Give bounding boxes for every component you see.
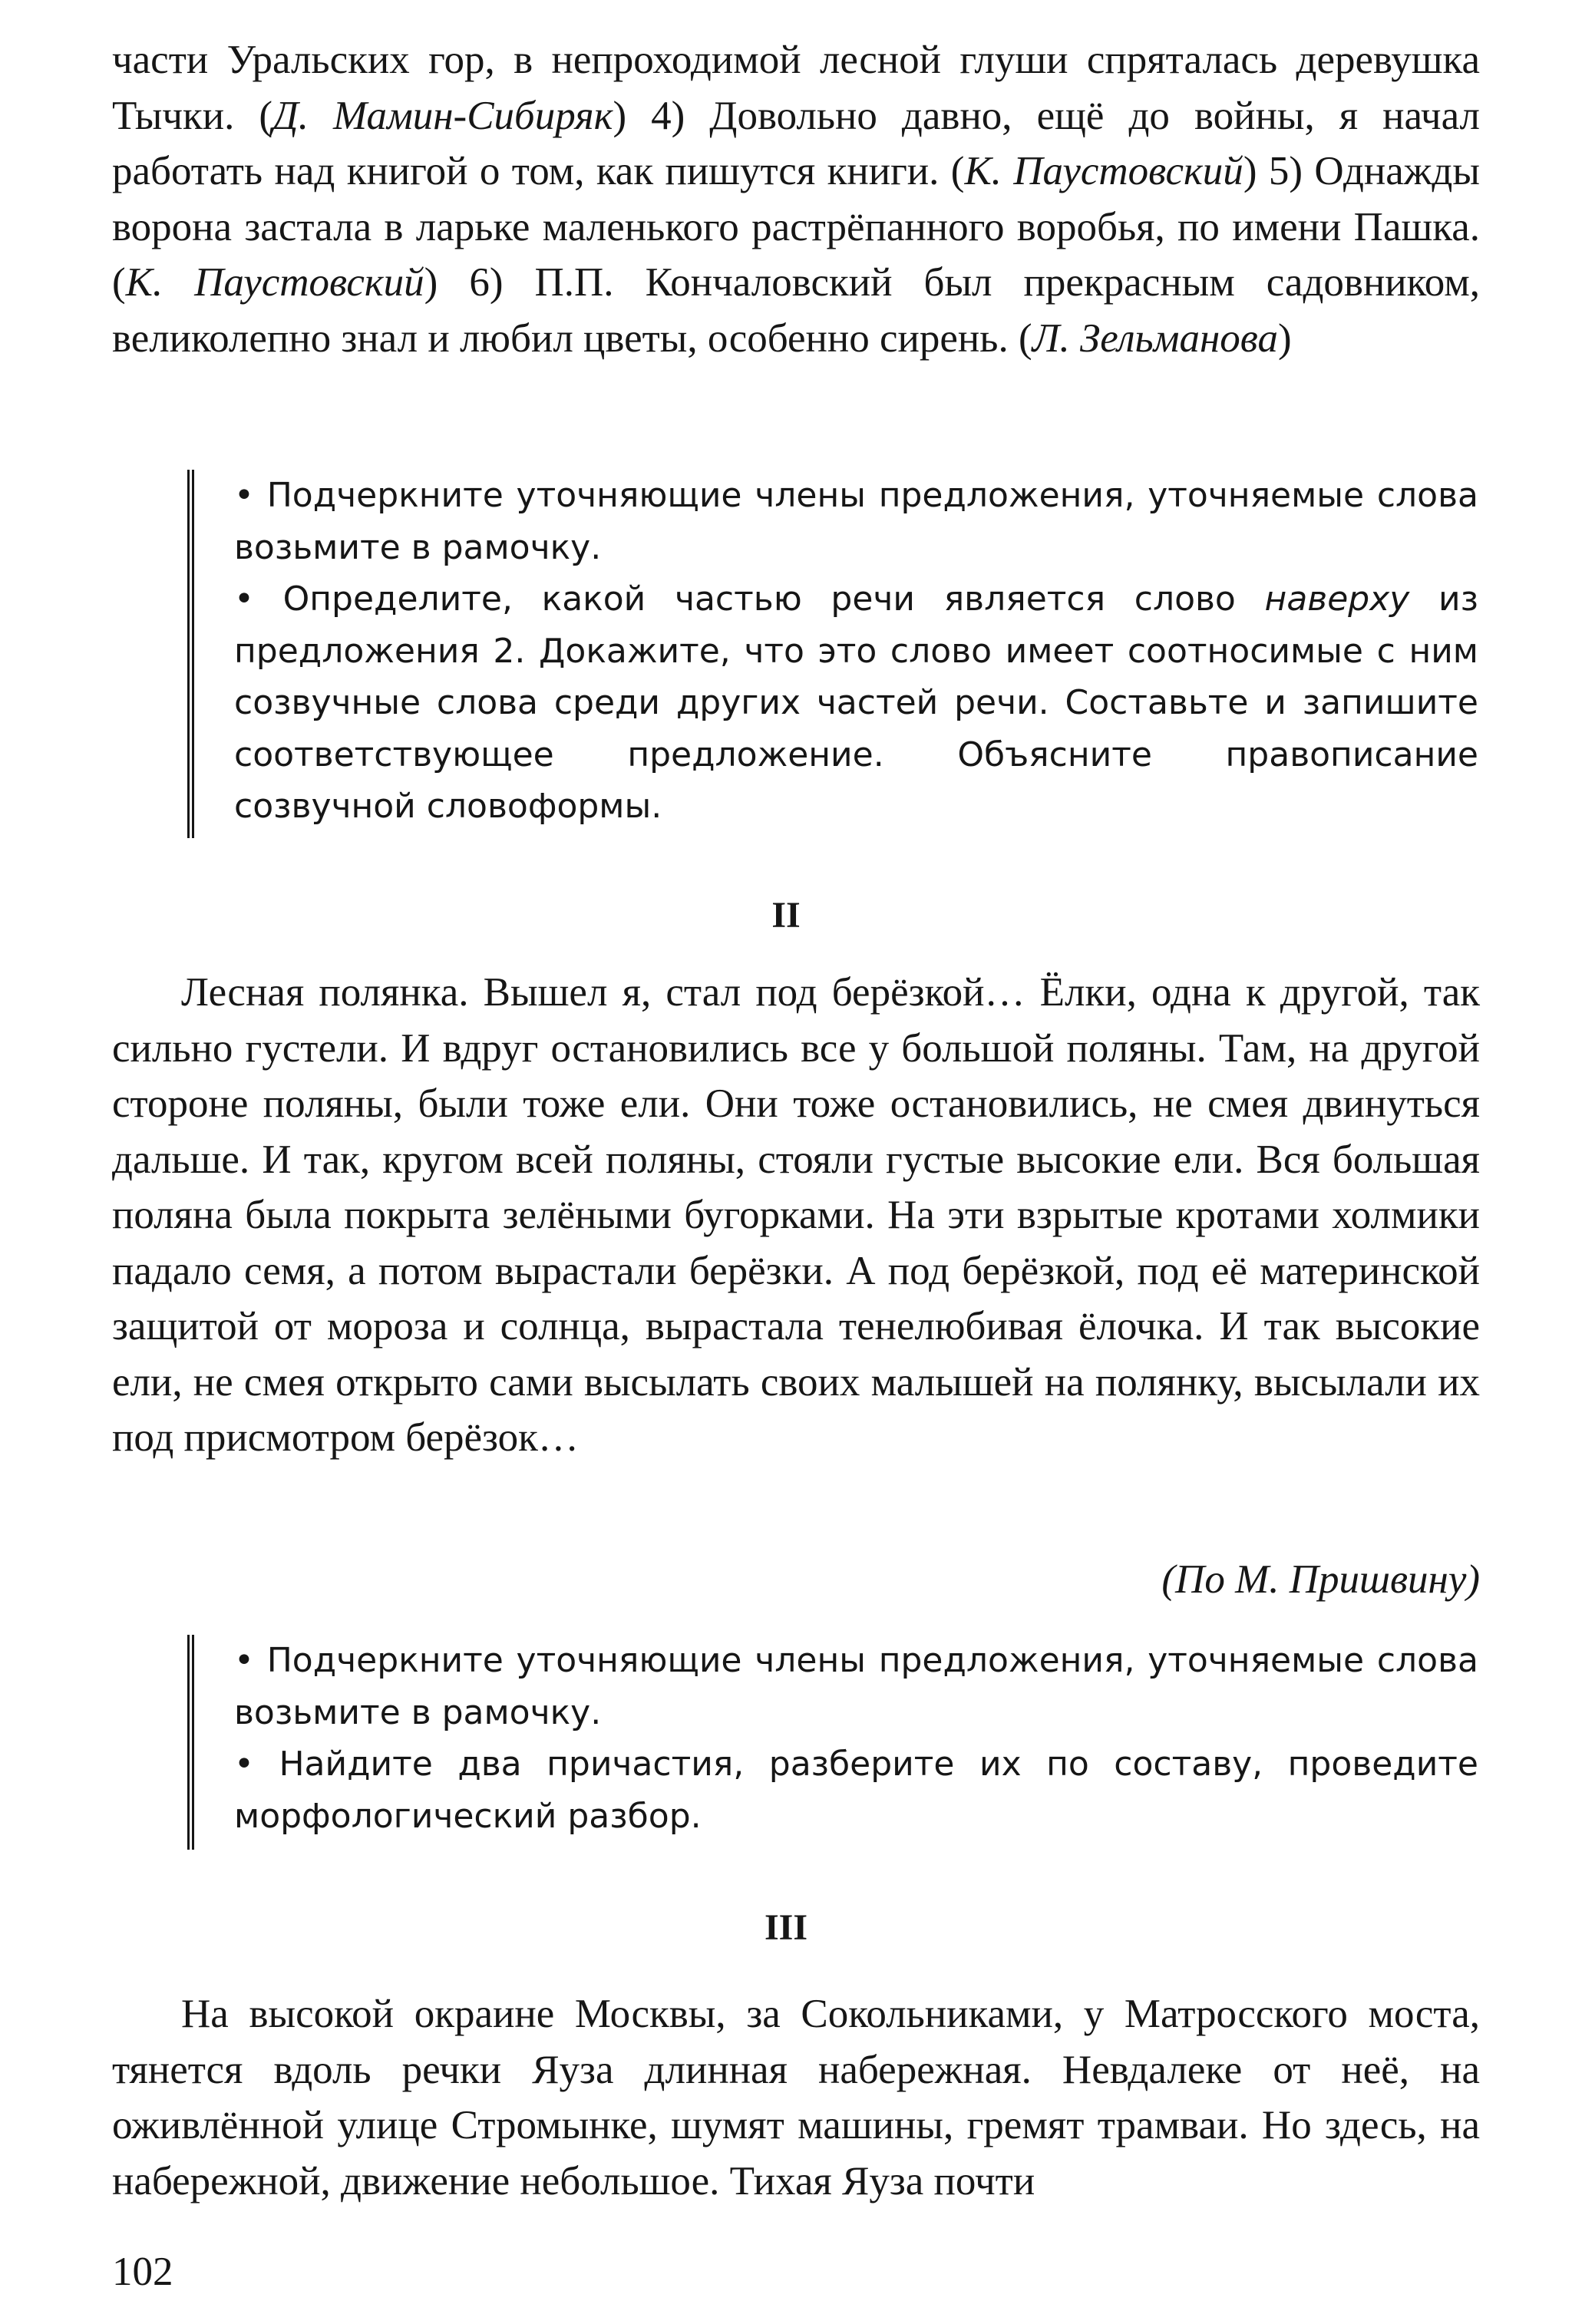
- citation-author: Л. Зельманова: [1032, 315, 1278, 361]
- task-item: • Определите, какой частью речи является слово наверху из предложения 2. Докажите, что это слово имеет соотносимые с ним созвучные слова среди других частей речи. Составьте и запишите соответствующее предложение. Объясните правописание созвучной словоформы.: [234, 579, 1478, 826]
- task-item: • Подчеркните уточняющие члены предложения, уточняемые слова возьмите в рамочку.: [234, 1641, 1478, 1732]
- task-box-1: [187, 470, 1478, 838]
- highlighted-word: наверху: [1264, 579, 1410, 619]
- section-3-text: На высокой окраине Москвы, за Сокольниками, у Матросского моста, тянется вдоль речки Яуза длинная набережная. Невдалеке от неё, на оживлённой улице Стромынке, шумят машины, гремят трамваи. Но здесь, на набережной, движение небольшое. Тихая Яуза почти: [112, 1992, 1480, 2204]
- citation-author: Д. Мамин-Сибиряк: [272, 93, 613, 138]
- citation-author: К. Паустовский: [125, 260, 424, 305]
- task-box-2: [187, 1635, 1478, 1850]
- page-number: 102: [112, 2250, 173, 2294]
- citation-author: К. Паустовский: [964, 149, 1243, 193]
- section-heading-3: III: [764, 1907, 808, 1948]
- task-item: • Найдите два причастия, разберите их по составу, проведите морфологический разбор.: [234, 1745, 1478, 1836]
- task-item: • Подчеркните уточняющие члены предложения, уточняемые слова возьмите в рамочку.: [234, 476, 1478, 567]
- intro-paragraph: части Уральских гор, в непроходимой лесной глуши спряталась деревушка Тычки. (Д. Мамин-Сибиряк) 4) Довольно давно, ещё до войны, я начал работать над книгой о том, как пишутся книги. (К. Паустовский) 5) Однажды ворона застала в ларьке маленького растрёпанного воробья, по имени Пашка. (К. Паустовский) 6) П.П. Кончаловский был прекрасным садовником, великолепно знал и любил цветы, особенно сирень. (Л. Зельманова): [112, 38, 1481, 361]
- section-2-text: Лесная полянка. Вышел я, стал под берёзкой… Ёлки, одна к другой, так сильно густели. И вдруг остановились все у большой поляны. Там, на другой стороне поляны, были тоже ели. Они тоже остановились, не смея двинуться дальше. И так, кругом всей поляны, стояли густые высокие ели. Вся большая поляна была покрыта зелёными бугорками. На эти взрытые кротами холмики падало семя, а потом вырастали берёзки. А под берёзкой, под её материнской защитой от мороза и солнца, вырастала тенелюбивая ёлочка. И так высокие ели, не смея открыто сами высылать своих малышей на полянку, высылали их под присмотром берёзок…: [112, 970, 1480, 1460]
- text-attribution: (По М. Пришвину): [1161, 1557, 1480, 1602]
- section-heading-2: II: [771, 895, 801, 936]
